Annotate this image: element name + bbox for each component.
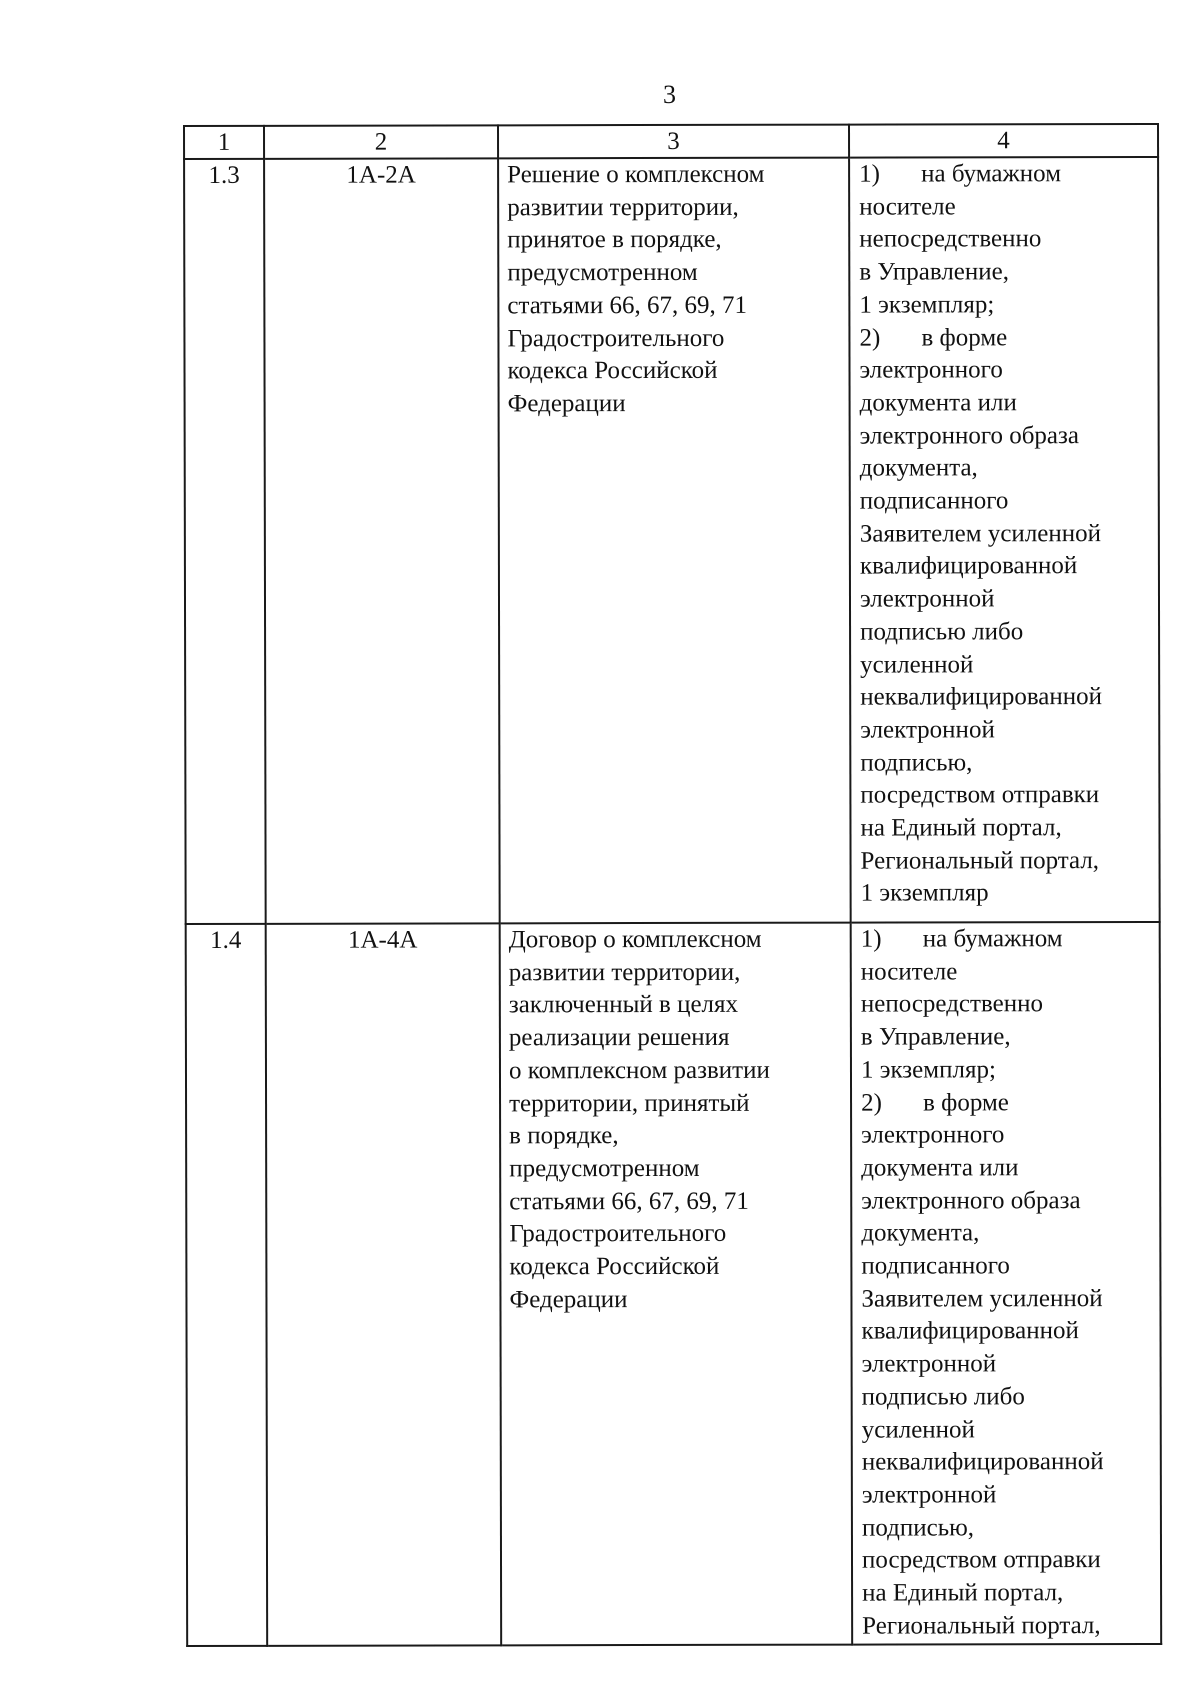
method-line <box>859 321 1151 354</box>
table-row <box>184 157 1160 924</box>
method-line: подписанного <box>861 1252 1010 1280</box>
column-header-3: 3 <box>498 125 849 159</box>
description-line: Градостроительного <box>509 1220 727 1248</box>
method-line: электронного образа <box>859 421 1080 450</box>
description-line: реализации решения <box>508 1023 730 1052</box>
method-line: 1 экземпляр <box>860 879 989 908</box>
method-line: на Единый портал, <box>860 814 1062 842</box>
list-marker: 1) <box>859 160 880 188</box>
method-line: квалифицированной <box>859 552 1078 581</box>
method-line: подписью, <box>860 749 973 777</box>
method-text: на бумажном <box>922 925 1063 953</box>
description-line: развитии территории, <box>507 193 739 222</box>
row-number-cell: 1.4 <box>186 924 268 1646</box>
description-line: статьями 66, 67, 69, 71 <box>509 1187 749 1215</box>
method-line <box>861 1086 1153 1119</box>
method-line: документа или <box>861 1154 1019 1182</box>
method-line <box>861 923 1153 956</box>
description-line: принятое в порядке, <box>507 226 722 254</box>
method-line: электронной <box>861 1481 997 1509</box>
description-line: Федерации <box>509 1285 628 1314</box>
table-row <box>186 922 1162 1646</box>
description-line: заключенный в целях <box>508 991 739 1019</box>
document-code-cell: 1А-4А <box>266 923 502 1645</box>
description-line: территории, принятый <box>509 1089 750 1117</box>
description-line: статьями 66, 67, 69, 71 <box>507 291 747 320</box>
description-line: кодекса Российской <box>507 357 718 385</box>
description-line: в порядке, <box>509 1122 619 1150</box>
method-line: неквалифицированной <box>861 1448 1104 1476</box>
description-line: Договор о комплексном <box>508 925 762 954</box>
submission-method-cell <box>851 922 1162 1645</box>
document-code-cell: 1А-2А <box>264 158 500 923</box>
list-marker: 2) <box>859 324 881 352</box>
method-line: Региональный портал, <box>862 1611 1101 1640</box>
method-line: непосредственно <box>859 225 1042 253</box>
table-header-row <box>184 124 1158 159</box>
method-text: в форме <box>923 1088 1009 1116</box>
method-line: электронного <box>861 1121 1005 1149</box>
method-line: документа, <box>859 454 978 482</box>
list-marker: 2) <box>861 1089 882 1117</box>
method-line: документа или <box>859 389 1017 417</box>
submission-method-cell <box>849 157 1160 923</box>
method-text: на бумажном <box>921 160 1062 188</box>
method-line: Заявителем усиленной <box>861 1284 1103 1313</box>
method-line: 1 экземпляр; <box>860 1056 996 1084</box>
description-line: Федерации <box>507 389 626 418</box>
document-description-cell <box>498 158 851 924</box>
method-line: квалифицированной <box>861 1317 1079 1346</box>
method-line: носителе <box>860 958 958 986</box>
description-line: кодекса Российской <box>509 1252 720 1281</box>
description-line: о комплексном развитии <box>508 1056 770 1085</box>
column-header-4: 4 <box>849 124 1158 158</box>
method-line: неквалифицированной <box>860 683 1103 711</box>
method-line: носителе <box>859 193 956 221</box>
method-line: электронного образа <box>861 1186 1081 1215</box>
method-line: непосредственно <box>860 990 1043 1018</box>
method-line: посредством отправки <box>861 1546 1101 1574</box>
method-line: документа, <box>861 1219 980 1247</box>
method-line <box>859 158 1151 191</box>
column-header-2: 2 <box>264 125 498 158</box>
method-line: подписью, <box>861 1514 975 1542</box>
column-header-1: 1 <box>184 126 264 159</box>
method-line: 1 экземпляр; <box>859 291 995 319</box>
method-line: на Единый портал, <box>862 1579 1064 1607</box>
description-line: предусмотренном <box>507 259 698 287</box>
method-line: в Управление, <box>860 1023 1011 1051</box>
list-marker: 1) <box>860 925 882 953</box>
description-line: развитии территории, <box>508 958 741 987</box>
method-line: подписью либо <box>860 618 1024 646</box>
method-line: Региональный портал, <box>860 846 1100 875</box>
method-line: в Управление, <box>859 258 1010 286</box>
method-line: электронного <box>859 356 1003 384</box>
description-line: предусмотренном <box>509 1154 700 1183</box>
method-line: электронной <box>859 585 995 613</box>
description-line: Градостроительного <box>507 324 725 352</box>
row-number-cell: 1.3 <box>184 159 266 924</box>
method-line: электронной <box>860 716 995 744</box>
method-line: усиленной <box>860 650 974 679</box>
method-line: посредством отправки <box>860 781 1100 809</box>
method-line: подписью либо <box>861 1383 1025 1411</box>
page-number: 3 <box>663 80 676 109</box>
method-text: в форме <box>921 323 1008 351</box>
document-description-cell <box>500 923 853 1646</box>
document-table <box>183 123 1162 1647</box>
method-line: подписанного <box>859 487 1009 515</box>
method-line: усиленной <box>861 1415 975 1444</box>
method-line: Заявителем усиленной <box>859 519 1102 548</box>
description-line: Решение о комплексном <box>507 160 765 189</box>
method-line: электронной <box>861 1350 997 1378</box>
